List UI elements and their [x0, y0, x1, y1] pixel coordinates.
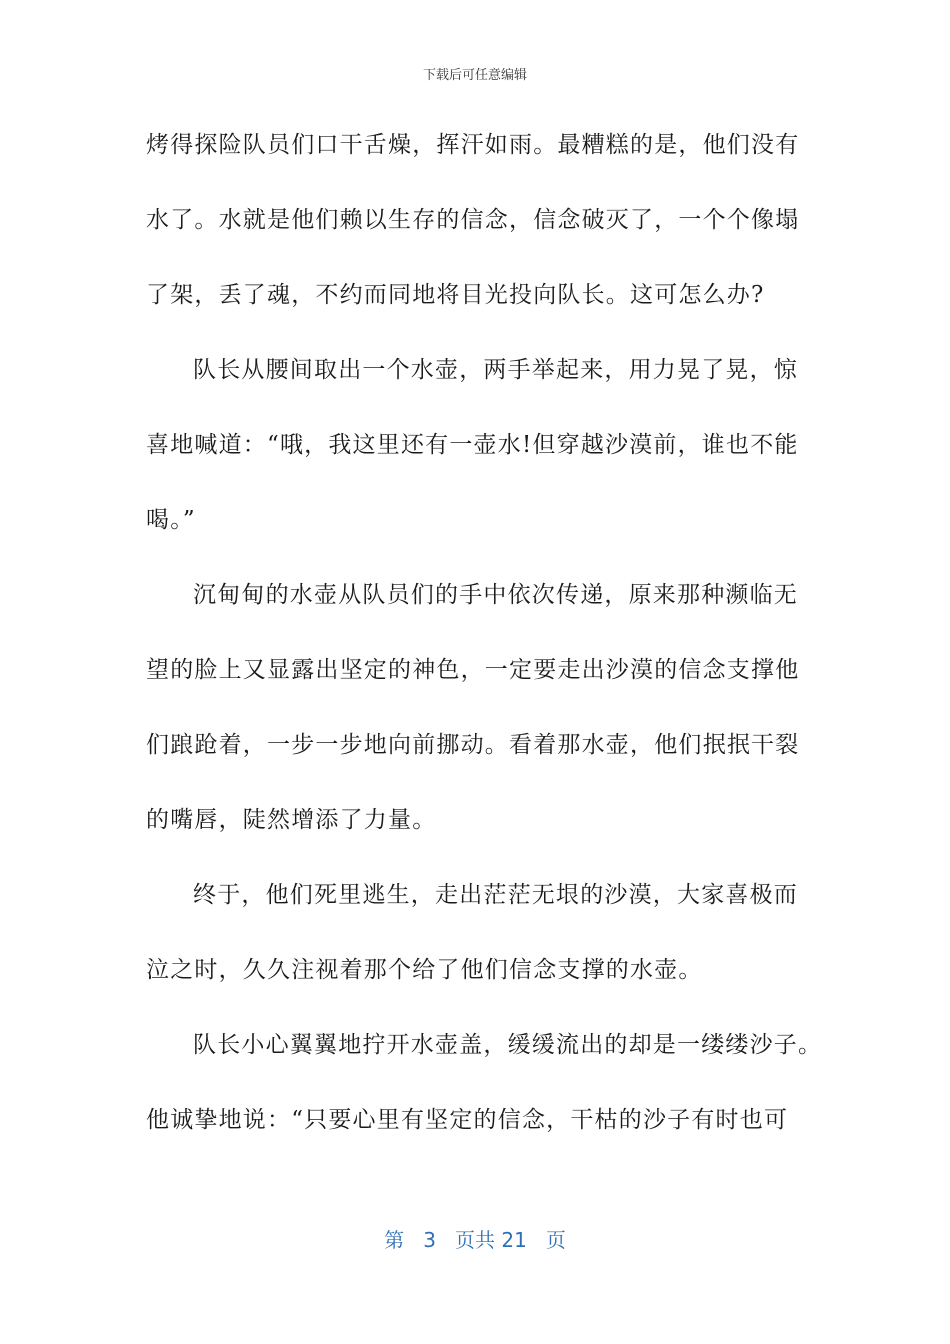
text-line: 他诚挚地说：“只要心里有坚定的信念，干枯的沙子有时也可: [146, 1107, 789, 1133]
text-line: 望的脸上又显露出坚定的神色，一定要走出沙漠的信念支撑他: [146, 657, 800, 683]
current-page-number: 3: [423, 1228, 436, 1252]
text-line: 喝。”: [146, 507, 196, 533]
paragraph-start-line: 队长小心翼翼地拧开水壶盖，缓缓流出的却是一缕缕沙子。: [193, 1032, 823, 1058]
text-line: 的嘴唇，陡然增添了力量。: [146, 807, 437, 833]
header-note: 下载后可任意编辑: [422, 68, 527, 83]
page-footer: [0, 1224, 950, 1253]
text-line: 了架，丢了魂，不约而同地将目光投向队长。这可怎么办?: [146, 282, 765, 308]
page-middle: 页共: [455, 1228, 495, 1252]
text-line: 泣之时，久久注视着那个给了他们信念支撑的水壶。: [146, 957, 703, 983]
document-body: [146, 122, 823, 1172]
paragraph-start-line: 队长从腰间取出一个水壶，两手举起来，用力晃了晃，惊: [193, 357, 798, 383]
paragraph-start-line: 沉甸甸的水壶从队员们的手中依次传递，原来那种濒临无: [193, 582, 798, 608]
text-line: 水了。水就是他们赖以生存的信念，信念破灭了，一个个像塌: [146, 207, 800, 233]
text-line: 烤得探险队员们口干舌燥，挥汗如雨。最糟糕的是，他们没有: [146, 132, 800, 158]
text-line: 喜地喊道：“哦，我这里还有一壶水!但穿越沙漠前，谁也不能: [146, 432, 799, 458]
page-suffix: 页: [545, 1228, 566, 1252]
text-line: 们踉跄着，一步一步地向前挪动。看着那水壶，他们抿抿干裂: [146, 732, 800, 758]
paragraph-start-line: 终于，他们死里逃生，走出茫茫无垠的沙漠，大家喜极而: [193, 882, 798, 908]
page-prefix: 第: [384, 1228, 405, 1252]
total-pages-number: 21: [501, 1228, 527, 1252]
